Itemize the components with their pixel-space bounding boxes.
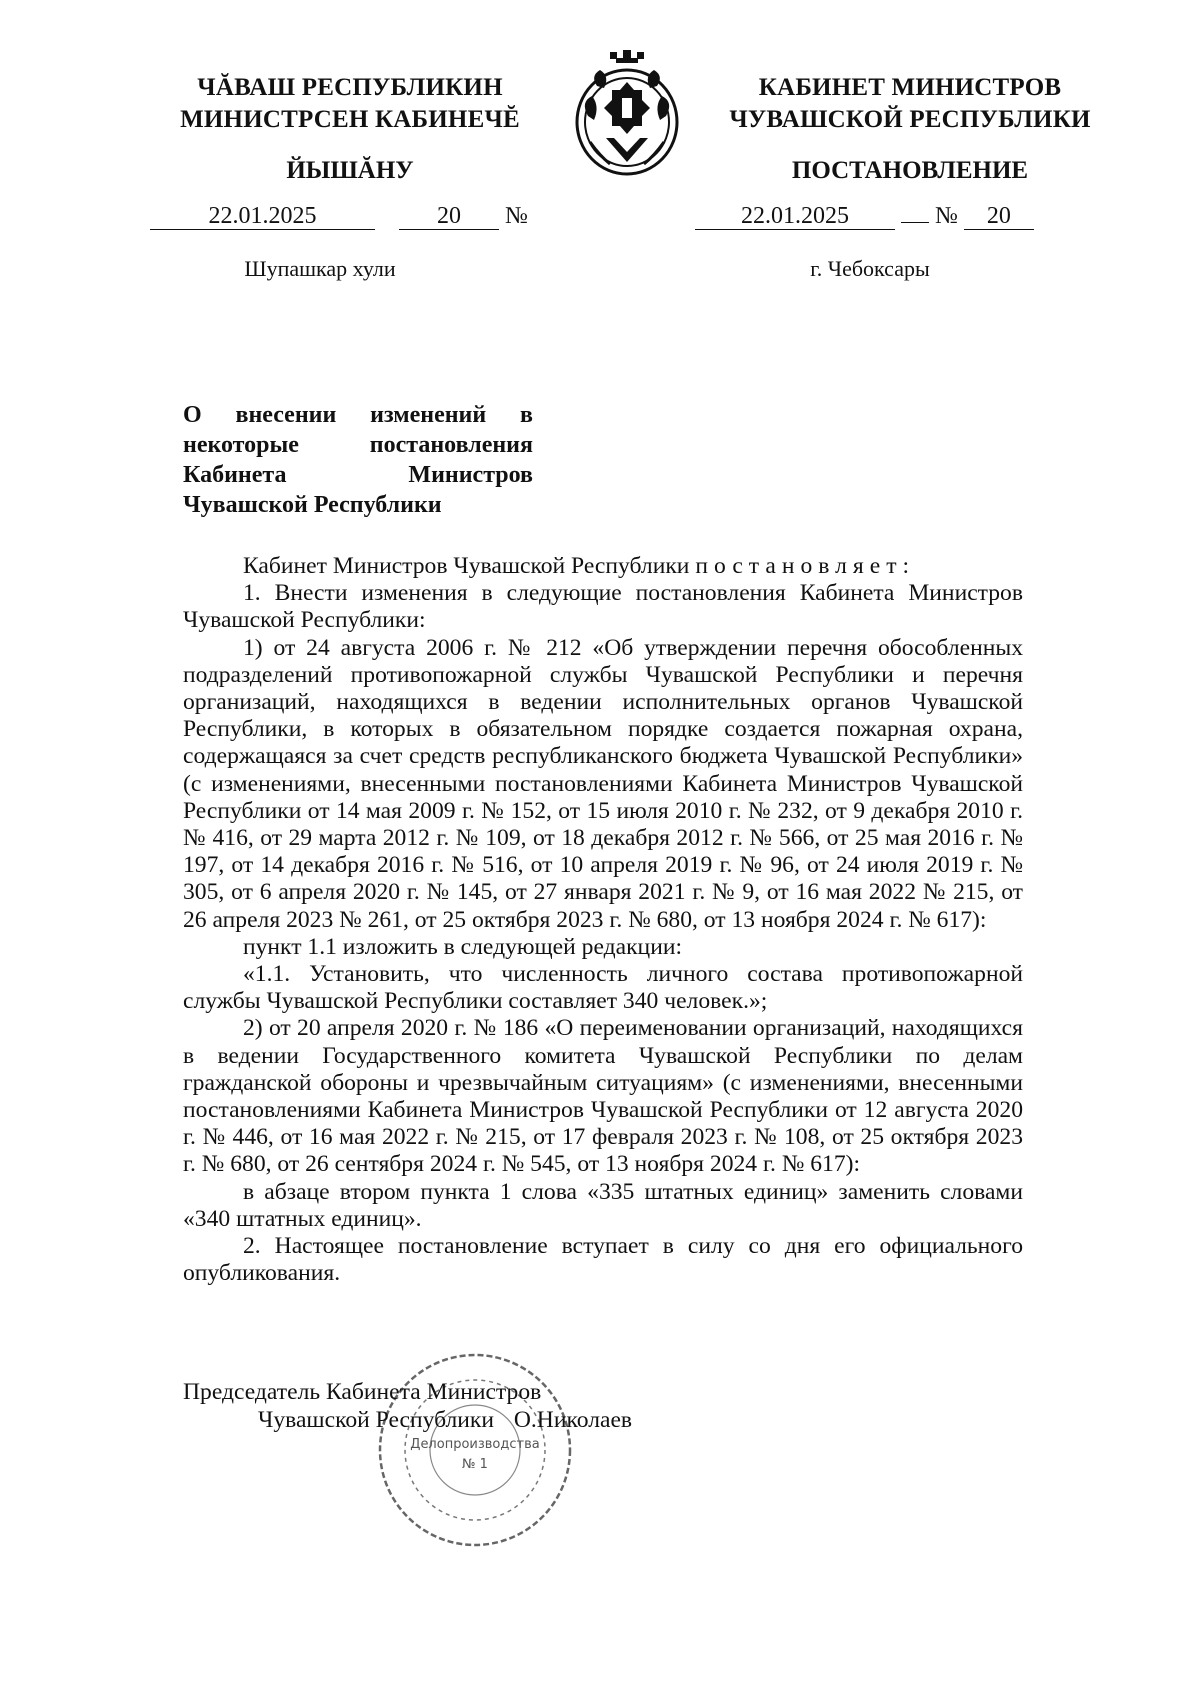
header-left-line1: ЧĂВАШ РЕСПУБЛИКИН	[197, 74, 503, 101]
header-right-line2: ЧУВАШСКОЙ РЕСПУБЛИКИ	[729, 106, 1091, 133]
intro-paragraph	[183, 553, 1023, 580]
paragraph-instruction-1: пункт 1.1 изложить в следующей редакции:	[243, 933, 682, 960]
document-subject: О внесении изменений в некоторые постановления Кабинета Министров Чувашской Республики	[183, 402, 533, 518]
right-number: 20	[964, 203, 1034, 230]
header-right-org	[700, 72, 1120, 136]
header-left-doc-type: ЙЫШĂНУ	[286, 157, 414, 184]
right-place: г. Чебоксары	[810, 256, 930, 281]
right-date: 22.01.2025	[695, 203, 895, 230]
paragraph-1-1: 1) от 24 августа 2006 г. № 212 «Об утверждении перечня обособленных подразделений противопожарной службы Чувашской Республики и перечня организаций, находящихся в ведении исполнительных органов Чувашской Республики, в которых в обязательном порядке создается пожарная охрана, содержащаяся за счет средств республиканского бюджета Чувашской Республики» (с изменениями, внесенными постановлениями Кабинета Министров Чувашской Республики от 14 мая 2009 г. № 152, от 15 июля 2010 г. № 232, от 9 декабря 2010 г. № 416, от 29 марта 2012 г. № 109, от 18 декабря 2012 г. № 566, от 25 мая 2016 г. № 197, от 14 декабря 2016 г. № 516, от 10 апреля 2019 г. № 96, от 24 июля 2019 г. № 305, от 6 апреля 2020 г. № 145, от 27 января 2021 г. № 9, от 16 мая 2022 № 215, от 26 апреля 2023 № 261, от 25 октября 2023 г. № 680, от 13 ноября 2024 г. № 617):	[183, 634, 1023, 933]
left-number: 20	[399, 203, 499, 230]
header-right-doc-type: ПОСТАНОВЛЕНИЕ	[791, 157, 1029, 184]
intro-decree-word: постановляет	[695, 553, 903, 579]
intro-prefix: Кабинет Министров Чувашской Республики	[243, 553, 696, 579]
paragraph-1: 1. Внести изменения в следующие постановления Кабинета Министров Чувашской Республики:	[183, 580, 1023, 634]
intro-suffix: :	[902, 553, 910, 579]
signature-position-line2: Чувашской Республики	[258, 1407, 495, 1433]
paragraph-instruction-2: в абзаце втором пункта 1 слова «335 штатных единиц» заменить словами «340 штатных единиц».	[183, 1178, 1023, 1232]
document-body	[183, 553, 1023, 1287]
right-number-sign: №	[935, 203, 958, 229]
left-place: Шупашкар хули	[244, 256, 396, 281]
signature-name: О.Николаев	[513, 1407, 633, 1433]
paragraph-new-text-1: «1.1. Установить, что численность личного состава противопожарной службы Чувашской Республики составляет 340 человек.»;	[183, 961, 1023, 1015]
header-left-line2: МИНИСТРСЕН КАБИНЕЧĔ	[180, 106, 520, 133]
left-date-line	[150, 203, 528, 230]
paragraph-1-2: 2) от 20 апреля 2020 г. № 186 «О переименовании организаций, находящихся в ведении Государственного комитета Чувашской Республики по делам гражданской обороны и чрезвычайным ситуациям» (с изменениями, внесенными постановлениями Кабинета Министров Чувашской Республики от 12 августа 2020 г. № 446, от 16 мая 2022 г. № 215, от 17 февраля 2023 г. № 108, от 25 октября 2023 г. № 680, от 26 сентября 2024 г. № 545, от 13 ноября 2024 г. № 617):	[183, 1015, 1023, 1178]
header-left-org	[160, 72, 540, 136]
paragraph-2: 2. Настоящее постановление вступает в силу со дня его официального опубликования.	[183, 1233, 1023, 1287]
right-date-line	[695, 203, 1034, 230]
left-date: 22.01.2025	[150, 203, 375, 230]
stamp-center-line2: № 1	[462, 1457, 488, 1472]
coat-of-arms-emblem	[560, 46, 694, 180]
emblem-icon	[560, 46, 694, 180]
stamp-center-line1: Делопроизводства	[410, 1437, 540, 1452]
signature-position-line2-wrap	[183, 1406, 632, 1434]
signature-position-line1: Председатель Кабинета Министров	[183, 1379, 542, 1405]
left-number-sign: №	[505, 203, 528, 229]
signature-block	[183, 1378, 632, 1434]
header-right-line1: КАБИНЕТ МИНИСТРОВ	[758, 74, 1062, 101]
